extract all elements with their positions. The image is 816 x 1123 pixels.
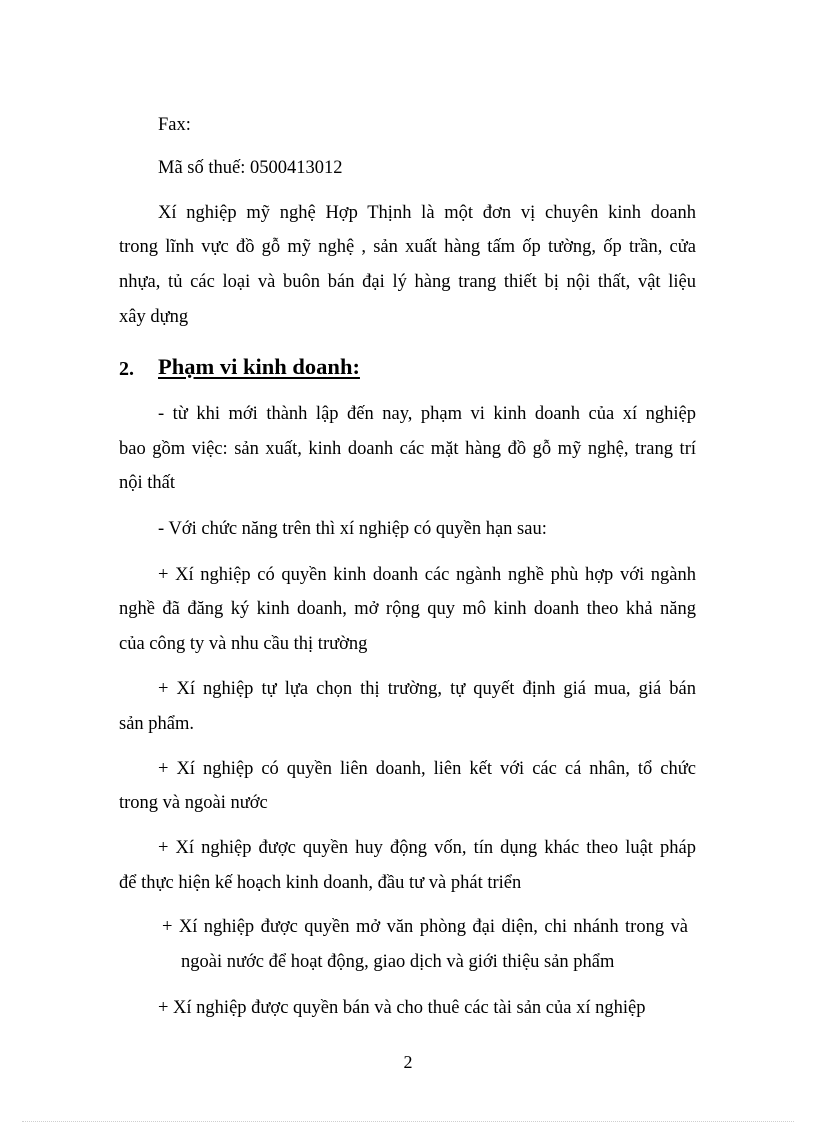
right-1-line-2: nghề đã đăng ký kinh doanh, mở rộng quy mô kinh doanh theo khả năng [119,599,696,619]
right-1-line-1: + Xí nghiệp có quyền kinh doanh các ngành nghề phù hợp với ngành [158,565,696,585]
right-3-line-2: trong và ngoài nước [119,793,268,813]
scope-paragraph-line-2: bao gồm việc: sản xuất, kinh doanh các mặt hàng đồ gỗ mỹ nghệ, trang trí [119,439,696,459]
intro-paragraph-line-2: trong lĩnh vực đồ gỗ mỹ nghệ , sản xuất hàng tấm ốp tường, ốp trần, cửa [119,237,696,257]
right-4-line-2: để thực hiện kế hoạch kinh doanh, đầu tư và phát triển [119,873,522,893]
section-title: Phạm vi kinh doanh: [158,354,360,379]
right-5-line-2: ngoài nước để hoạt động, giao dịch và giới thiệu sản phẩm [181,952,615,972]
page-bottom-divider [22,1121,794,1122]
intro-paragraph-line-4: xây dựng [119,307,189,327]
fax-line: Fax: [158,115,191,135]
section-number: 2. [119,358,134,380]
right-6-line: + Xí nghiệp được quyền bán và cho thuê các tài sản của xí nghiệp [158,998,646,1018]
right-4-line-1: + Xí nghiệp được quyền huy động vốn, tín dụng khác theo luật pháp [158,838,696,858]
page-number: 2 [403,1052,413,1072]
scope-paragraph-line-3: nội thất [119,473,176,493]
right-1-line-3: của công ty và nhu cầu thị trường [119,634,368,654]
rights-intro-line: - Với chức năng trên thì xí nghiệp có quyền hạn sau: [158,519,547,539]
intro-paragraph-line-1: Xí nghiệp mỹ nghệ Hợp Thịnh là một đơn vị chuyên kinh doanh [158,203,696,223]
tax-code-line: Mã số thuế: 0500413012 [158,158,343,178]
right-2-line-1: + Xí nghiệp tự lựa chọn thị trường, tự quyết định giá mua, giá bán [158,679,696,699]
right-5-line-1: + Xí nghiệp được quyền mở văn phòng đại diện, chi nhánh trong và [162,917,688,937]
right-3-line-1: + Xí nghiệp có quyền liên doanh, liên kết với các cá nhân, tổ chức [158,759,696,779]
intro-paragraph-line-3: nhựa, tủ các loại và buôn bán đại lý hàng trang thiết bị nội thất, vật liệu [119,272,696,292]
right-2-line-2: sản phẩm. [119,714,195,734]
scope-paragraph-line-1: - từ khi mới thành lập đến nay, phạm vi kinh doanh của xí nghiệp [158,404,696,424]
